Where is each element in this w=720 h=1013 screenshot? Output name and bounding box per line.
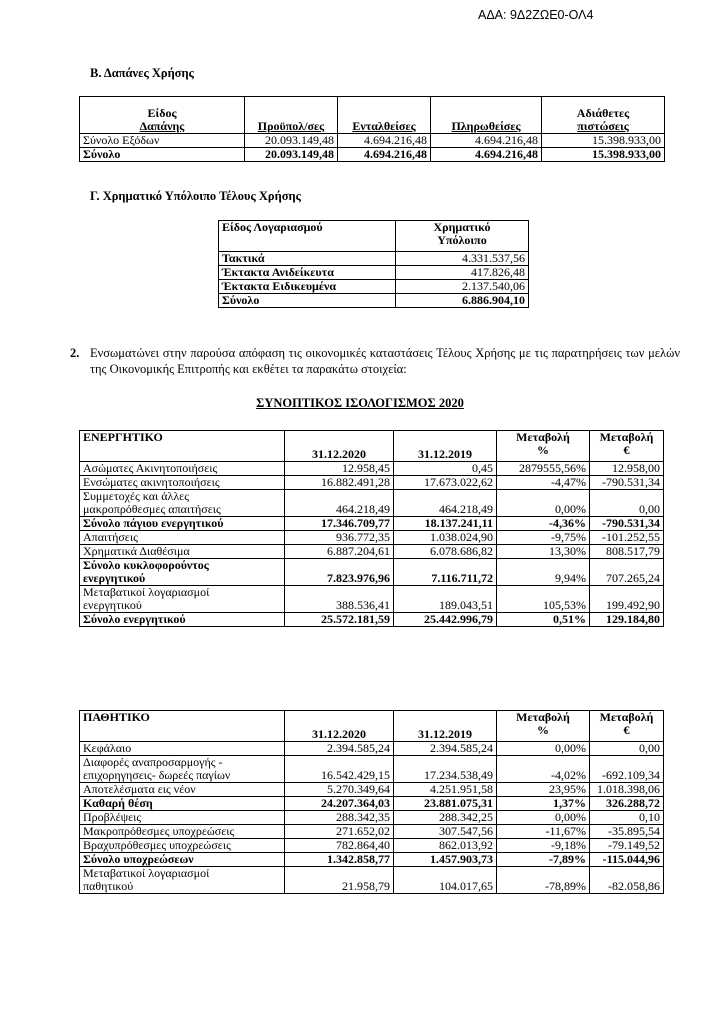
cell-pct: 0,51% bbox=[497, 613, 590, 627]
header-line: Υπόλοιπο bbox=[437, 233, 487, 247]
cell-pct: -78,89% bbox=[497, 867, 590, 894]
label-line: Μακροπρόθεσμες υποχρεώσεις bbox=[83, 824, 235, 838]
cell-pct: 9,94% bbox=[497, 559, 590, 586]
row-label bbox=[80, 613, 285, 627]
table-row bbox=[80, 476, 664, 490]
row-label bbox=[80, 867, 285, 894]
table-row bbox=[80, 490, 664, 517]
table-row bbox=[80, 839, 664, 853]
col-header-cash-balance bbox=[396, 221, 529, 252]
label-line: Συμμετοχές και άλλες bbox=[83, 489, 189, 503]
cell-v2020: 5.270.349,64 bbox=[285, 783, 394, 797]
row-label bbox=[80, 476, 285, 490]
row-label bbox=[80, 545, 285, 559]
table-row bbox=[219, 266, 529, 280]
cell-eur: -101.252,55 bbox=[590, 531, 664, 545]
cell-pct: -4,02% bbox=[497, 756, 590, 783]
table-row bbox=[80, 783, 664, 797]
col-header-change-pct bbox=[497, 711, 590, 742]
label-line: Καθαρή θέση bbox=[83, 796, 153, 810]
section-b-title: Β. Δαπάνες Χρήσης bbox=[90, 66, 194, 80]
col-header-ordered: Ενταλθείσες bbox=[338, 97, 431, 134]
cell-pct: 0,00% bbox=[497, 490, 590, 517]
header-line: € bbox=[623, 443, 630, 457]
col-header-2019: 31.12.2019 bbox=[394, 431, 497, 462]
label-line: Σύνολο ενεργητικού bbox=[83, 612, 186, 626]
cell: 15.398.933,00 bbox=[542, 134, 665, 148]
cell: 4.694.216,48 bbox=[338, 134, 431, 148]
cell-v2020: 1.342.858,77 bbox=[285, 853, 394, 867]
cell: 20.093.149,48 bbox=[245, 134, 338, 148]
row-label bbox=[80, 462, 285, 476]
cell: Έκτακτα Ανιδείκευτα bbox=[219, 266, 396, 280]
paragraph-text: Ενσωματώνει στην παρούσα απόφαση τις οικονομικές καταστάσεις Τέλους Χρήσης με τις παρατηρήσεις των μελών της Οικονομικής Επιτροπής και εκθέτει τα παρακάτω στοιχεία: bbox=[90, 346, 680, 376]
row-label bbox=[80, 490, 285, 517]
label-line: Μεταβατικοί λογαριασμοί bbox=[83, 866, 210, 880]
col-header-change-eur bbox=[590, 431, 664, 462]
cell: 4.331.537,56 bbox=[396, 252, 529, 266]
header-line: Αδιάθετες bbox=[576, 106, 630, 120]
header-line: Μεταβολή bbox=[516, 710, 570, 724]
cell-pct: 13,30% bbox=[497, 545, 590, 559]
label-line: Ενσώματες ακινητοποιήσεις bbox=[83, 475, 220, 489]
paragraph-2 bbox=[70, 345, 680, 377]
balance-sheet-title: ΣΥΝΟΠΤΙΚΟΣ ΙΣΟΛΟΓΙΣΜΟΣ 2020 bbox=[256, 396, 464, 410]
table-row-total bbox=[80, 559, 664, 586]
col-header-change-pct bbox=[497, 431, 590, 462]
cell-pct: -9,75% bbox=[497, 531, 590, 545]
row-label bbox=[80, 742, 285, 756]
cell-eur: 326.288,72 bbox=[590, 797, 664, 811]
label-line: ενεργητικού bbox=[83, 571, 146, 585]
cell-pct: 0,00% bbox=[497, 742, 590, 756]
cell-v2019: 7.116.711,72 bbox=[394, 559, 497, 586]
header-line: % bbox=[537, 443, 549, 457]
row-label bbox=[80, 853, 285, 867]
cell-eur: 199.492,90 bbox=[590, 586, 664, 613]
col-header-change-eur bbox=[590, 711, 664, 742]
cell: Έκτακτα Ειδικευμένα bbox=[219, 280, 396, 294]
section-title: ΠΑΘΗΤΙΚΟ bbox=[80, 711, 285, 742]
table-row-total bbox=[80, 517, 664, 531]
cell-pct: -4,47% bbox=[497, 476, 590, 490]
col-header-2019: 31.12.2019 bbox=[394, 711, 497, 742]
label-line: Διαφορές αναπροσαρμογής - bbox=[83, 755, 223, 769]
header-line: Μεταβολή bbox=[599, 710, 654, 724]
cell-v2019: 104.017,65 bbox=[394, 867, 497, 894]
cell-eur: -35.895,54 bbox=[590, 825, 664, 839]
cell-pct: -7,89% bbox=[497, 853, 590, 867]
header-line: % bbox=[537, 723, 549, 737]
cell-pct: -9,18% bbox=[497, 839, 590, 853]
header-line: Δαπάνης bbox=[139, 119, 185, 133]
table-row-total bbox=[80, 797, 664, 811]
row-label bbox=[80, 517, 285, 531]
cell-eur: -82.058,86 bbox=[590, 867, 664, 894]
table-row bbox=[219, 280, 529, 294]
row-label bbox=[80, 559, 285, 586]
label-line: Χρηματικά Διαθέσιμα bbox=[83, 544, 190, 558]
row-label bbox=[80, 811, 285, 825]
cell-v2020: 288.342,35 bbox=[285, 811, 394, 825]
cell-v2019: 23.881.075,31 bbox=[394, 797, 497, 811]
cell-v2020: 936.772,35 bbox=[285, 531, 394, 545]
cell-v2019: 307.547,56 bbox=[394, 825, 497, 839]
label-line: Ασώματες Ακινητοποιήσεις bbox=[83, 461, 218, 475]
header-line: πιστώσεις bbox=[577, 119, 629, 133]
cell-eur: 1.018.398,06 bbox=[590, 783, 664, 797]
cell: 4.694.216,48 bbox=[431, 148, 542, 162]
table-row-total bbox=[80, 613, 664, 627]
cell-v2019: 464.218,49 bbox=[394, 490, 497, 517]
cell: Τακτικά bbox=[219, 252, 396, 266]
cell-eur: -790.531,34 bbox=[590, 517, 664, 531]
row-label bbox=[80, 531, 285, 545]
table-row bbox=[80, 531, 664, 545]
cell-pct: 0,00% bbox=[497, 811, 590, 825]
col-header-account-type: Είδος Λογαριασμού bbox=[219, 221, 396, 252]
section-title: ΕΝΕΡΓΗΤΙΚΟ bbox=[80, 431, 285, 462]
cell-v2019: 288.342,25 bbox=[394, 811, 497, 825]
row-label bbox=[80, 756, 285, 783]
col-header-budget: Προϋπολ/σες bbox=[245, 97, 338, 134]
cell: 6.886.904,10 bbox=[396, 294, 529, 308]
cell: 4.694.216,48 bbox=[431, 134, 542, 148]
row-label bbox=[80, 797, 285, 811]
cell-v2020: 6.887.204,61 bbox=[285, 545, 394, 559]
cell-v2020: 782.864,40 bbox=[285, 839, 394, 853]
cell-v2019: 0,45 bbox=[394, 462, 497, 476]
assets-table bbox=[79, 430, 664, 627]
cell-v2019: 1.457.903,73 bbox=[394, 853, 497, 867]
label-line: Βραχυπρόθεσμες υποχρεώσεις bbox=[83, 838, 231, 852]
table-row bbox=[80, 825, 664, 839]
label-line: μακροπρόθεσμες απαιτήσεις bbox=[83, 502, 221, 516]
col-header-unused bbox=[542, 97, 665, 134]
table-row bbox=[219, 252, 529, 266]
cell-v2019: 1.038.024,90 bbox=[394, 531, 497, 545]
paragraph-number: 2. bbox=[70, 346, 80, 360]
cell-v2020: 271.652,02 bbox=[285, 825, 394, 839]
table-header-row bbox=[80, 711, 664, 742]
table-row bbox=[80, 545, 664, 559]
section-c-title: Γ. Χρηματικό Υπόλοιπο Τέλους Χρήσης bbox=[90, 189, 301, 203]
cell-v2020: 16.882.491,28 bbox=[285, 476, 394, 490]
col-header-2020: 31.12.2020 bbox=[285, 431, 394, 462]
label-line: Σύνολο υποχρεώσεων bbox=[83, 852, 194, 866]
cell-eur: -692.109,34 bbox=[590, 756, 664, 783]
table-row bbox=[80, 867, 664, 894]
liabilities-table bbox=[79, 710, 664, 894]
cell: 4.694.216,48 bbox=[338, 148, 431, 162]
cell-eur: -115.044,96 bbox=[590, 853, 664, 867]
cell-pct: 105,53% bbox=[497, 586, 590, 613]
label-line: Κεφάλαιο bbox=[83, 741, 132, 755]
ada-code: ΑΔΑ: 9Δ2ΖΩΕ0-ΟΛ4 bbox=[478, 8, 594, 22]
cell: 15.398.933,00 bbox=[542, 148, 665, 162]
cell-v2020: 7.823.976,96 bbox=[285, 559, 394, 586]
cell-v2020: 464.218,49 bbox=[285, 490, 394, 517]
label-line: Απαιτήσεις bbox=[83, 530, 138, 544]
table-header-row bbox=[80, 97, 665, 134]
header-line: Μεταβολή bbox=[599, 430, 654, 444]
cell: Σύνολο Εξόδων bbox=[80, 134, 245, 148]
cell-v2020: 16.542.429,15 bbox=[285, 756, 394, 783]
cell-v2020: 21.958,79 bbox=[285, 867, 394, 894]
cell-eur: 12.958,00 bbox=[590, 462, 664, 476]
header-line: Είδος bbox=[147, 106, 177, 120]
cell-eur: 129.184,80 bbox=[590, 613, 664, 627]
table-row bbox=[80, 811, 664, 825]
cell-pct: 23,95% bbox=[497, 783, 590, 797]
cell: Σύνολο bbox=[219, 294, 396, 308]
cell-v2019: 2.394.585,24 bbox=[394, 742, 497, 756]
cell-eur: -790.531,34 bbox=[590, 476, 664, 490]
cell-pct: -11,67% bbox=[497, 825, 590, 839]
cell: 2.137.540,06 bbox=[396, 280, 529, 294]
cell-v2019: 17.673.022,62 bbox=[394, 476, 497, 490]
table-row bbox=[80, 586, 664, 613]
cell: 20.093.149,48 bbox=[245, 148, 338, 162]
cell-pct: -4,36% bbox=[497, 517, 590, 531]
label-line: παθητικού bbox=[83, 879, 134, 893]
table-header-row bbox=[80, 431, 664, 462]
label-line: Αποτελέσματα εις νέον bbox=[83, 782, 196, 796]
cell-v2020: 25.572.181,59 bbox=[285, 613, 394, 627]
header-line: Μεταβολή bbox=[516, 430, 570, 444]
cell-pct: 1,37% bbox=[497, 797, 590, 811]
table-row-total bbox=[219, 294, 529, 308]
table-row bbox=[80, 742, 664, 756]
label-line: επιχορηγησεις- δωρεές παγίων bbox=[83, 768, 231, 782]
expenses-table bbox=[79, 96, 665, 162]
cell-v2020: 12.958,45 bbox=[285, 462, 394, 476]
cell-v2020: 2.394.585,24 bbox=[285, 742, 394, 756]
cell-eur: 0,00 bbox=[590, 742, 664, 756]
header-line: Χρηματικό bbox=[433, 220, 491, 234]
cell-eur: 808.517,79 bbox=[590, 545, 664, 559]
row-label bbox=[80, 586, 285, 613]
cell-pct: 2879555,56% bbox=[497, 462, 590, 476]
cell-v2020: 388.536,41 bbox=[285, 586, 394, 613]
cell-eur: 0,10 bbox=[590, 811, 664, 825]
row-label bbox=[80, 825, 285, 839]
label-line: Σύνολο πάγιου ενεργητικού bbox=[83, 516, 224, 530]
cell-eur: 707.265,24 bbox=[590, 559, 664, 586]
row-label bbox=[80, 839, 285, 853]
cell-v2019: 18.137.241,11 bbox=[394, 517, 497, 531]
label-line: Μεταβατικοί λογαριασμοί bbox=[83, 585, 210, 599]
col-header-paid: Πληρωθείσες bbox=[431, 97, 542, 134]
label-line: ενεργητικού bbox=[83, 598, 142, 612]
cell-eur: 0,00 bbox=[590, 490, 664, 517]
table-header-row bbox=[219, 221, 529, 252]
cell: Σύνολο bbox=[80, 148, 245, 162]
cell-eur: -79.149,52 bbox=[590, 839, 664, 853]
cell-v2019: 17.234.538,49 bbox=[394, 756, 497, 783]
table-row-total bbox=[80, 148, 665, 162]
cell-v2019: 4.251.951,58 bbox=[394, 783, 497, 797]
cell-v2019: 6.078.686,82 bbox=[394, 545, 497, 559]
cash-balance-table bbox=[218, 220, 529, 308]
col-header-type bbox=[80, 97, 245, 134]
cell-v2019: 189.043,51 bbox=[394, 586, 497, 613]
cell-v2020: 24.207.364,03 bbox=[285, 797, 394, 811]
cell: 417.826,48 bbox=[396, 266, 529, 280]
table-row bbox=[80, 462, 664, 476]
table-row bbox=[80, 756, 664, 783]
cell-v2019: 25.442.996,79 bbox=[394, 613, 497, 627]
cell-v2019: 862.013,92 bbox=[394, 839, 497, 853]
row-label bbox=[80, 783, 285, 797]
cell-v2020: 17.346.709,77 bbox=[285, 517, 394, 531]
table-row bbox=[80, 134, 665, 148]
label-line: Σύνολο κυκλοφορούντος bbox=[83, 558, 209, 572]
col-header-2020: 31.12.2020 bbox=[285, 711, 394, 742]
label-line: Προβλέψεις bbox=[83, 810, 142, 824]
table-row-total bbox=[80, 853, 664, 867]
header-line: € bbox=[623, 723, 630, 737]
